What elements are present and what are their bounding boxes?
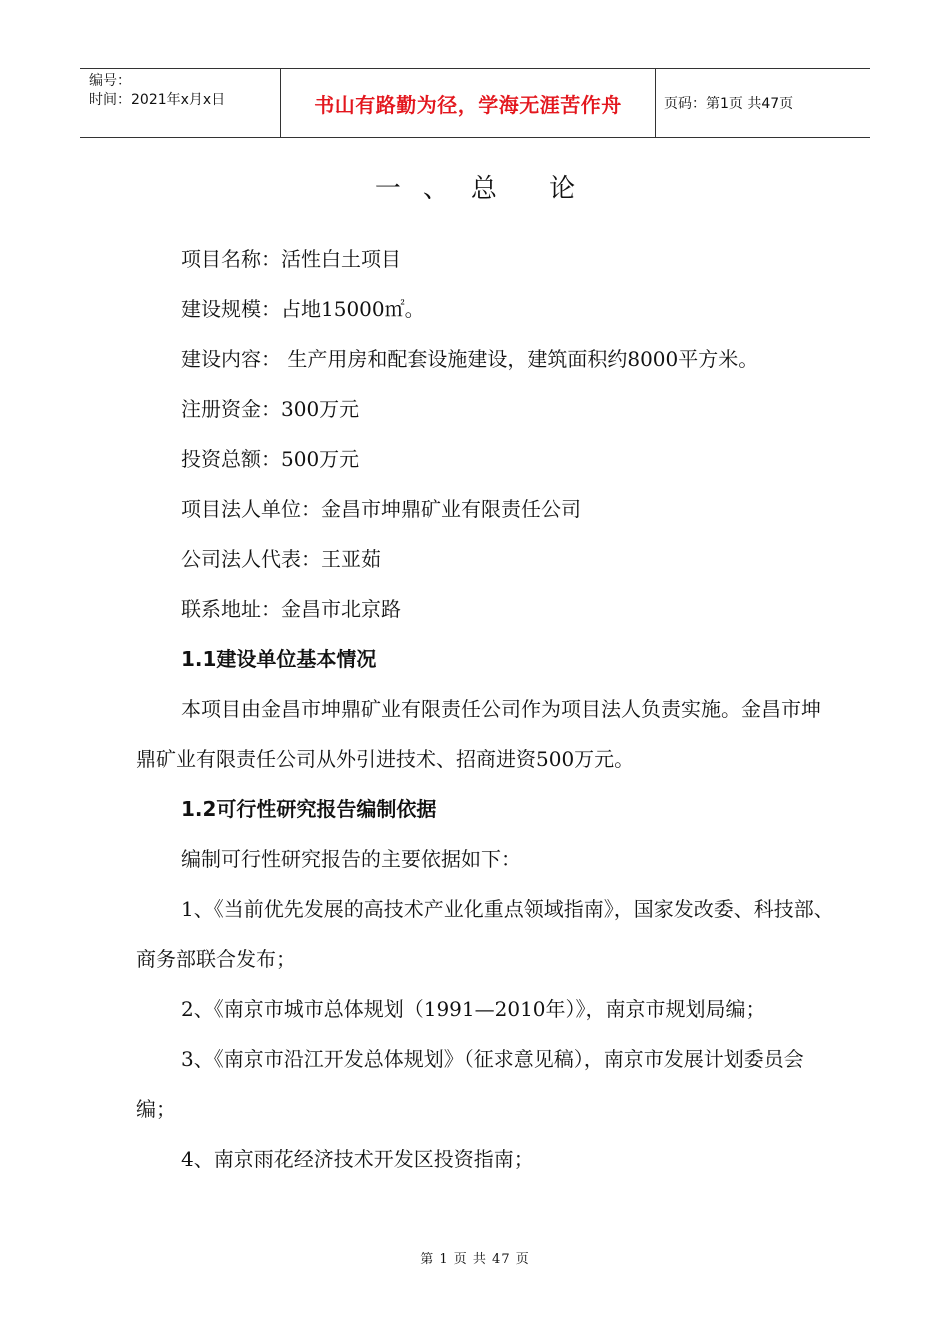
page-title: 一、总 论 — [374, 174, 598, 204]
construction-scale: 建设规模：占地15000㎡。 — [181, 297, 425, 321]
page-footer: 第 1 页 共 47 页 — [420, 1252, 530, 1267]
project-name: 项目名称：活性白土项目 — [181, 247, 401, 271]
header-meta-cell — [80, 69, 281, 137]
header-page-info: 页码：第1页 共47页 — [664, 96, 794, 112]
construction-content: 建设内容： 生产用房和配套设施建设，建筑面积约8000平方米。 — [181, 347, 759, 371]
basis-item-2: 2、《南京市城市总体规划（1991—2010年）》，南京市规划局编； — [181, 997, 766, 1021]
document-body — [136, 234, 836, 1184]
header-motto-cell — [281, 69, 656, 137]
basis-item-3: 3、《南京市沿江开发总体规划》（征求意见稿），南京市发展计划委员会编； — [136, 1047, 804, 1121]
total-investment: 投资总额：500万元 — [181, 447, 360, 471]
section-heading-1-1: 1.1建设单位基本情况 — [181, 647, 377, 671]
header-page-cell — [656, 69, 870, 137]
legal-representative: 公司法人代表：王亚茹 — [181, 547, 381, 571]
page-header-table — [80, 68, 870, 138]
legal-entity: 项目法人单位：金昌市坤鼎矿业有限责任公司 — [181, 497, 581, 521]
basis-item-4: 4、南京雨花经济技术开发区投资指南； — [181, 1147, 534, 1171]
section-heading-1-2: 1.2可行性研究报告编制依据 — [181, 797, 437, 821]
registered-capital: 注册资金：300万元 — [181, 397, 360, 421]
header-motto: 书山有路勤为径，学海无涯苦作舟 — [314, 92, 622, 117]
document-time-label: 时间：2021年x月x日 — [89, 92, 226, 108]
document-number-label: 编号： — [89, 73, 131, 89]
basis-item-1: 1、《当前优先发展的高技术产业化重点领域指南》，国家发改委、科技部、商务部联合发布； — [136, 897, 834, 971]
contact-address: 联系地址：金昌市北京路 — [181, 597, 401, 621]
section-1-1-paragraph: 本项目由金昌市坤鼎矿业有限责任公司作为项目法人负责实施。金昌市坤鼎矿业有限责任公司从外引进技术、招商进资500万元。 — [136, 697, 821, 771]
section-1-2-intro: 编制可行性研究报告的主要依据如下： — [181, 847, 521, 871]
